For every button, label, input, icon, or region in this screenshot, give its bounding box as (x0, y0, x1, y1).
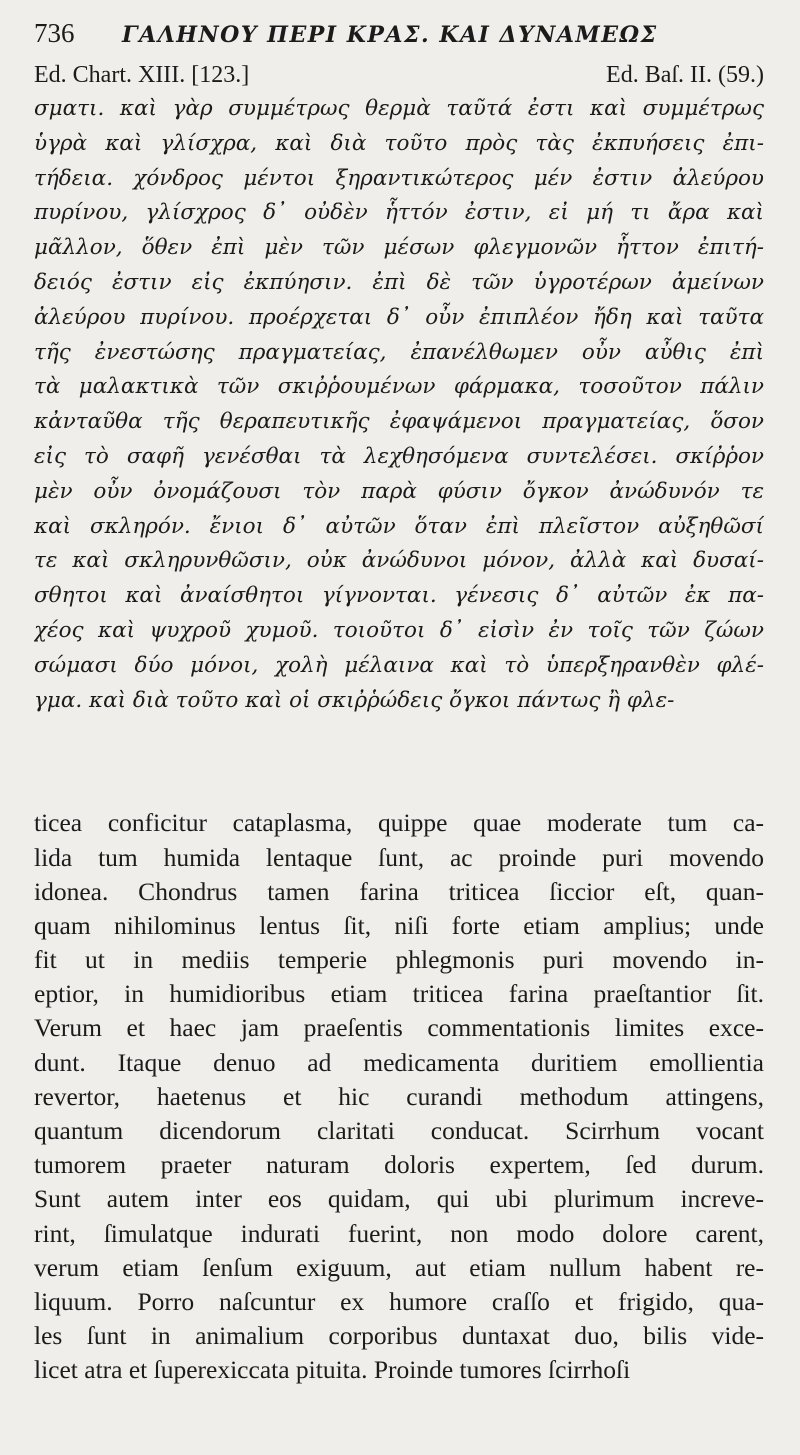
greek-text-line: χέος καὶ ψυχροῦ χυμοῦ. τοιοῦτοι δ᾽ εἰσὶν ἐν τοῖς τῶν ζώων (34, 617, 764, 643)
edition-ref-basel: Ed. Baſ. II. (59.) (606, 62, 764, 88)
page-number: 736 (34, 18, 75, 48)
greek-text-line: μὲν οὖν ὀνομάζουσι τὸν παρὰ φύσιν ὄγκον ἀνώδυνόν τε (34, 478, 764, 504)
greek-text-line: σθητοι καὶ ἀναίσθητοι γίγνονται. γένεσις δ᾽ αὐτῶν ἐκ πα- (34, 583, 764, 609)
blank-gap (34, 718, 764, 806)
latin-text-line: quantum dicendorum claritati conducat. Scirrhum vocant (34, 1116, 764, 1146)
latin-text-line: rint, ſimulatque indurati fuerint, non modo dolore carent, (34, 1218, 764, 1248)
greek-text-line: μᾶλλον, ὅθεν ἐπὶ μὲν τῶν μέσων φλεγμονῶν ἧττον ἐπιτή- (34, 235, 764, 261)
latin-text-line: Verum et haec jam praeſentis commentationis limites exce- (34, 1013, 764, 1043)
greek-text-line: τε καὶ σκληρυνθῶσιν, οὐκ ἀνώδυνοι μόνον, ἀλλὰ καὶ δυσαί- (34, 548, 764, 574)
greek-text-line: σματι. καὶ γὰρ συμμέτρως θερμὰ ταῦτά ἐστι καὶ συμμέτρως (34, 96, 764, 121)
latin-text-line: Sunt autem inter eos quidam, qui ubi plurimum increve- (34, 1184, 764, 1214)
latin-text-line: eptior, in humidioribus etiam triticea farina praeſtantior ſit. (34, 979, 764, 1009)
latin-text-line: licet atra et ſuperexiccata pituita. Proinde tumores ſcirrhoſi (34, 1355, 631, 1385)
latin-text-line: dunt. Itaque denuo ad medicamenta duritiem emollientia (34, 1047, 764, 1077)
greek-text-line: ὑγρὰ καὶ γλίσχρα, καὶ διὰ τοῦτο πρὸς τὰς ἐκπυήσεις ἐπι- (34, 130, 764, 156)
latin-text-line: tumorem praeter naturam doloris expertem, ſed durum. (34, 1150, 764, 1180)
greek-text-line: πυρίνου, γλίσχρος δ᾽ οὐδὲν ἧττόν ἐστιν, εἰ μή τι ἄρα καὶ (34, 200, 764, 226)
latin-text-line: revertor, haetenus et hic curandi methodum attingens, (34, 1081, 764, 1111)
latin-text-line: verum etiam ſenſum exiguum, aut etiam nullum habent re- (34, 1252, 764, 1282)
greek-text-line: τὰ μαλακτικὰ τῶν σκιῤῥουμένων φάρμακα, τοσοῦτον πάλιν (34, 374, 764, 400)
latin-text-line: liquum. Porro naſcuntur ex humore craſſo et frigido, qua- (34, 1286, 764, 1316)
latin-text-line: les ſunt in animalium corporibus duntaxat duo, bilis vide- (34, 1321, 764, 1351)
greek-text-line: γμα. καὶ διὰ τοῦτο καὶ οἱ σκιῤῥώδεις ὄγκοι πάντως ἢ φλε- (34, 687, 675, 713)
latin-text-line: ticea conficitur cataplasma, quippe quae moderate tum ca- (34, 808, 764, 838)
latin-text-line: fit ut in mediis temperie phlegmonis puri movendo in- (34, 945, 764, 975)
greek-text-line: ἀλεύρου πυρίνου. προέρχεται δ᾽ οὖν ἐπιπλέον ἤδη καὶ ταῦτα (34, 304, 764, 330)
greek-text-line: τῆς ἐνεστώσης πραγματείας, ἐπανέλθωμεν οὖν αὖθις ἐπὶ (34, 339, 764, 365)
edition-ref-chartier: Ed. Chart. XIII. [123.] (34, 62, 250, 88)
running-head (34, 18, 764, 58)
greek-text-line: κἀνταῦθα τῆς θεραπευτικῆς ἐφαψάμενοι πραγματείας, ὅσον (34, 409, 764, 435)
latin-text-line: quam nihilominus lentus ſit, niſi forte etiam amplius; unde (34, 910, 764, 940)
greek-text-line: τήδεια. χόνδρος μέντοι ξηραντικώτερος μέν ἐστιν ἀλεύρου (34, 165, 764, 191)
latin-text-block (34, 806, 764, 1387)
greek-text-line: δειός ἐστιν εἰς ἐκπύησιν. ἐπὶ δὲ τῶν ὑγροτέρων ἀμείνων (34, 269, 764, 295)
greek-text-line: εἰς τὸ σαφῆ γενέσθαι τὰ λεχθησόμενα συντελέσει. σκίῤῥον (34, 443, 764, 469)
edition-references (34, 62, 764, 92)
latin-text-line: lida tum humida lentaque ſunt, ac proinde puri movendo (34, 842, 764, 872)
latin-text-line: idonea. Chondrus tamen farina triticea ſiccior eſt, quan- (34, 876, 764, 906)
greek-text-line: καὶ σκληρόν. ἔνιοι δ᾽ αὐτῶν ὅταν ἐπὶ πλεῖστον αὐξηθῶσί (34, 513, 764, 539)
greek-text-line: σώμασι δύο μόνοι, χολὴ μέλαινα καὶ τὸ ὑπερξηρανθὲν φλέ- (34, 652, 764, 678)
greek-text-block (34, 92, 764, 718)
running-title: ΓΑΛΗΝΟΥ ΠΕΡΙ ΚΡΑΣ. ΚΑΙ ΔΥΝΑΜΕΩΣ (122, 22, 658, 48)
